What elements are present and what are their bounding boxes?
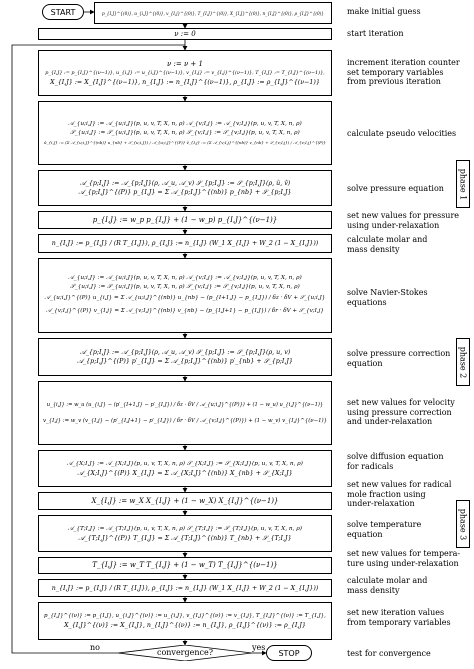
step-box-molar-2 [38, 579, 332, 597]
convergence-decision [118, 645, 252, 661]
desc-line: equations [347, 297, 387, 307]
step-desc-pressure [347, 184, 452, 194]
step-box-molar-1 [38, 234, 332, 253]
desc-line: for radicals [347, 461, 394, 471]
step-box-pseudo [38, 101, 332, 165]
desc-line: equation [347, 529, 383, 539]
desc-line: solve pressure equation [347, 184, 444, 193]
desc-line: solve Navier-Stokes [347, 288, 428, 297]
step-box-diffusion [38, 450, 332, 487]
branch-no-label: no [90, 643, 100, 652]
desc-line: solve pressure correction [347, 349, 451, 358]
step-desc-under-relax-x [347, 480, 452, 509]
step-desc-velocity-corr [347, 398, 455, 427]
step-desc-new-values [347, 608, 452, 627]
step-box-pressure [38, 170, 332, 206]
stop-terminal [266, 645, 312, 661]
desc-line: make initial guess [347, 7, 421, 16]
step-line: 𝒜_{T;I,J} := 𝒜_{T;I,J}(p, u, v, T, X, n, ρ) 𝒮_{T;I,J} := 𝒮_{T;I,J}(p, u, v, T, X, n, ρ) [67, 525, 303, 532]
step-line: 𝒜_{p;I,J} := 𝒜_{p;I,J}(ρ, 𝒜_u, 𝒜_v) 𝒮_{p;I,J} := 𝒮_{p;I,J}(ρ, û, v̂) [79, 180, 291, 187]
step-box-init [94, 2, 332, 24]
desc-line: set new values for tempera- [347, 549, 461, 558]
desc-line: test for convergence [347, 649, 431, 658]
desc-line: from temporary variables [347, 617, 451, 627]
step-line: 𝒜_{p;I,J} := 𝒜_{p;I,J}(ρ, 𝒜_u, 𝒜_v) 𝒮_{p;I,J} := 𝒮_{p;I,J}(ρ, u, v) [79, 349, 291, 356]
step-desc-navier-stokes [347, 288, 452, 307]
step-line: p_{I,J} := p_{I,J}^{(ν−1)}, u_{i,J} := u_{i,J}^{(ν−1)}, v_{I,j} := v_{I,j}^{(ν−1)}, T_{I,J} := T_{I,J}^{(ν−1)}, [45, 69, 325, 76]
step-line: 𝒜_{v;I,j}^{(P)} v_{I,j} = Σ 𝒜_{v;I,j}^{(nb)} v_{nb} − (p_{I,J+1} − p_{I,J}) / δr · δV + 𝒮_{v;I,j} [46, 307, 324, 314]
phase-1-bracket [456, 160, 470, 208]
step-line: n_{I,J} := p_{I,J} / (R T_{I,J}), ρ_{I,J} := n_{I,J} (W_1 X_{I,J} + W_2 (1 − X_{I,J})) [51, 240, 319, 247]
phase-1-label: phase 1 [458, 168, 468, 200]
step-desc-start-iter [347, 29, 452, 39]
step-line: 𝒜_{T;I,J}^{(P)} T_{I,J} = Σ 𝒜_{T;I,J}^{(nb)} T_{nb} + 𝒮_{T;I,J} [78, 534, 292, 542]
step-line: X_{I,J}^{(ν)} := X_{I,J}, n_{I,J}^{(ν)} := n_{I,J}, ρ_{I,J}^{(ν)} := ρ_{I,J} [64, 622, 306, 629]
desc-line: mass density [347, 244, 400, 254]
step-line: 𝒜_{X;I,J} := 𝒜_{X;I,J}(p, u, v, T, X, n, ρ) 𝒮_{X;I,J} := 𝒮_{X;I,J}(p, u, v, T, X, n, ρ) [67, 460, 303, 467]
desc-line: mass density [347, 585, 400, 595]
step-line: 𝒮_{u;i,J} := 𝒮_{u;i,J}(p, u, v, T, X, n, ρ) 𝒮_{v;I,j} := 𝒮_{v;I,j}(p, u, v, T, X, n, ρ) [70, 129, 300, 136]
stop-label: STOP [278, 648, 300, 658]
step-line: X_{I,J} := w_X X_{I,J} + (1 − w_X) X_{I,J}^{(ν−1)} [91, 496, 279, 505]
phase-3-bracket [456, 500, 470, 548]
phase-2-label: phase 2 [458, 346, 468, 378]
step-line: 𝒜_{p;I,J}^{(P)} p_{I,J} = Σ 𝒜_{p;I,J}^{(nb)} p_{nb} + 𝒮_{p;I,J} [78, 189, 292, 196]
decision-label: convergence? [156, 648, 214, 657]
step-line: p_{I,J}^{(0)}, u_{i,J}^{(0)}, v_{I,j}^{(0)}, T_{I,J}^{(0)}, X_{I,J}^{(0)}, n_{I,J}^{(0)}, ρ_{I,J}^{(0)} [102, 10, 324, 16]
step-line: 𝒜_{u;i,J} := 𝒜_{u;i,J}(p, u, v, T, X, n, ρ) 𝒜_{v;I,j} := 𝒜_{v;I,j}(p, u, v, T, X, n, ρ) [68, 274, 302, 281]
step-desc-diffusion [347, 452, 452, 471]
step-box-navier-stokes [38, 258, 332, 333]
step-desc-pressure-corr [347, 349, 452, 368]
step-line: ν := ν + 1 [167, 59, 203, 68]
desc-line: using pressure correction [347, 407, 452, 417]
step-box-pressure-corr [38, 338, 332, 376]
step-box-under-relax-p [38, 211, 332, 229]
desc-line: mole fraction using [347, 489, 426, 499]
step-desc-under-relax-t [347, 549, 461, 568]
step-line: 𝒜_{u;i,J} := 𝒜_{u;i,J}(p, u, v, T, X, n, ρ) 𝒜_{v;I,j} := 𝒜_{v;I,j}(p, u, v, T, X, n, ρ) [68, 120, 302, 127]
start-terminal [42, 4, 84, 20]
step-box-temperature [38, 515, 332, 552]
desc-line: solve temperature [347, 520, 422, 529]
desc-line: under-relaxation [347, 499, 415, 508]
step-desc-molar-2 [347, 576, 452, 595]
step-line: 𝒜_{u;i,J}^{(P)} u_{i,J} = Σ 𝒜_{u;i,J}^{(nb)} u_{nb} − (p_{I+1,J} − p_{I,J}) / δz · δV + 𝒮_{u;i,J} [44, 294, 326, 301]
step-line: 𝒮_{u;i,J} := 𝒮_{u;i,J}(p, u, v, T, X, n, ρ) 𝒮_{v;I,j} := 𝒮_{v;I,j}(p, u, v, T, X, n, ρ) [70, 283, 300, 290]
step-line: T_{I,J} := w_T T_{I,J} + (1 − w_T) T_{I,J}^{(ν−1)} [92, 561, 278, 569]
desc-line: ture using under-relaxation [347, 558, 459, 568]
desc-line: solve diffusion equation [347, 452, 444, 461]
step-desc-molar-1 [347, 235, 452, 254]
step-line: 𝒜_{X;I,J}^{(P)} X_{I,J} = Σ 𝒜_{X;I,J}^{(nb)} X_{nb} + 𝒮_{X;I,J} [77, 469, 293, 477]
step-line: 𝒜_{p;I,J}^{(P)} p′_{I,J} = Σ 𝒜_{p;I,J}^{(nb)} p′_{nb} + 𝒮_{p;I,J} [77, 358, 293, 365]
desc-line: and under-relaxation [347, 417, 433, 426]
desc-line: set new values for radical [347, 480, 452, 489]
step-box-new-values [38, 602, 332, 640]
step-box-under-relax-t [38, 557, 332, 574]
decision-desc [347, 649, 452, 659]
step-box-start-iter [38, 28, 332, 40]
desc-line: calculate pseudo velocities [347, 129, 457, 138]
desc-line: using under-relaxation [347, 220, 440, 230]
step-line: n_{I,J} := p_{I,J} / (R T_{I,J}), ρ_{I,J} := n_{I,J} (W_1 X_{I,J} + W_2 (1 − X_{I,J})) [51, 584, 319, 592]
step-desc-pseudo [347, 129, 457, 139]
phase-3-label: phase 3 [458, 508, 468, 540]
desc-line: calculate molar and [347, 235, 428, 244]
step-line: X_{I,J} := X_{I,J}^{(ν−1)}, n_{I,J} := n_{I,J}^{(ν−1)}, ρ_{I,J} := ρ_{I,J}^{(ν−1)} [50, 78, 320, 86]
desc-line: calculate molar and [347, 576, 428, 585]
step-line: ν := 0 [174, 29, 196, 38]
desc-line: equation [347, 358, 383, 368]
step-box-increment [38, 50, 332, 96]
step-line: u_{i,J} := w_u (u_{i,J} − (p′_{I+1,J} − p′_{I,J}) / δz · δV / 𝒜_{u;i,J}^{(P)}) + (1 − w_u) u_{i,J}^{(ν−1)} [46, 402, 324, 408]
desc-line: increment iteration counter [347, 58, 460, 67]
start-label: START [50, 7, 76, 17]
step-desc-temperature [347, 520, 452, 539]
branch-yes-label: yes [252, 643, 266, 652]
step-desc-under-relax-p [347, 211, 460, 230]
desc-line: start iteration [347, 29, 404, 38]
phase-2-bracket [456, 338, 470, 386]
step-line: v_{I,j} := w_v (v_{I,j} − (p′_{I,J+1} − p′_{I,J}) / δr · δV / 𝒜_{v;I,j}^{(P)}) + (1 − w_v) v_{I,j}^{(ν−1)} [42, 418, 328, 424]
step-box-velocity-corr [38, 381, 332, 445]
step-line: p_{I,J} := w_p p_{I,J} + (1 − w_p) p_{I,J}^{(ν−1)} [92, 215, 278, 224]
step-desc-init [347, 7, 452, 17]
desc-line: set new values for pressure [347, 211, 460, 220]
step-box-under-relax-x [38, 492, 332, 510]
desc-line: set new iteration values [347, 608, 445, 617]
step-line: p_{I,J}^{(ν)} := p_{I,J}, u_{i,J}^{(ν)} := u_{i,J}, v_{I,j}^{(ν)} := v_{I,j}, T_{I,J}^{(ν)} := T_{I,J}, [44, 613, 326, 619]
desc-line: set temporary variables [347, 67, 444, 77]
step-line: û_{i,J} := (Σ 𝒜_{u;i,J}^{(nb)} u_{nb} + 𝒮_{u;i,J}) / 𝒜_{u;i,J}^{(P)} v̂_{I,j} := (Σ 𝒜_{v;I,j}^{(nb)} v_{nb} + 𝒮_{v;I,j}) / 𝒜_{v;I,j}^{(P)} [44, 139, 326, 145]
step-desc-increment [347, 58, 460, 87]
desc-line: from previous iteration [347, 77, 441, 86]
desc-line: set new values for velocity [347, 398, 455, 407]
